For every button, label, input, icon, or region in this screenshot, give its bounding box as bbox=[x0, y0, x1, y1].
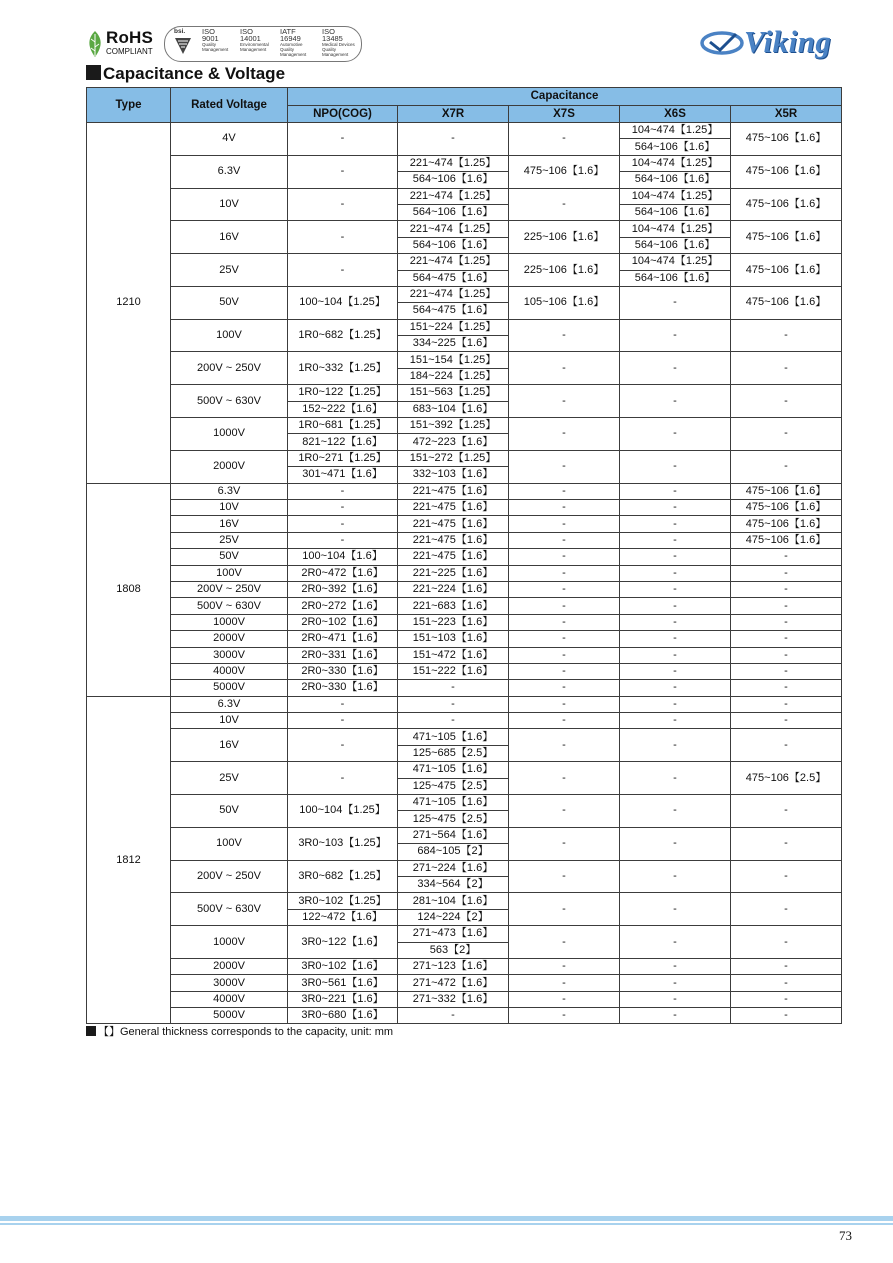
x6s-cell: - bbox=[620, 499, 731, 515]
npo-cell: 1R0~682【1.25】 bbox=[288, 319, 398, 352]
x7s-cell: - bbox=[509, 188, 620, 221]
cert-iatf-16949 bbox=[280, 28, 314, 58]
x7r-cell: 151~472【1.6】 bbox=[398, 647, 509, 663]
voltage-cell: 500V ~ 630V bbox=[171, 893, 288, 926]
x6s-cell: - bbox=[620, 827, 731, 860]
npo-cell: - bbox=[288, 762, 398, 795]
x7r-cell: 221~474【1.25】 bbox=[398, 155, 509, 171]
npo-cell: 1R0~122【1.25】 bbox=[288, 385, 398, 401]
x7r-cell: 471~105【1.6】 bbox=[398, 729, 509, 745]
x6s-cell: - bbox=[620, 696, 731, 712]
cert-caption: Environmental Management bbox=[240, 42, 269, 52]
header-x7r: X7R bbox=[398, 106, 509, 123]
voltage-cell: 2000V bbox=[171, 631, 288, 647]
npo-cell: 2R0~331【1.6】 bbox=[288, 647, 398, 663]
x5r-cell: - bbox=[731, 680, 842, 696]
npo-cell: - bbox=[288, 729, 398, 762]
npo-cell: 301~471【1.6】 bbox=[288, 467, 398, 483]
npo-cell: 2R0~330【1.6】 bbox=[288, 663, 398, 679]
header-npo-cog: NPO(COG) bbox=[288, 106, 398, 123]
x7s-cell: - bbox=[509, 385, 620, 418]
npo-cell: - bbox=[288, 713, 398, 729]
x5r-cell: 475~106【1.6】 bbox=[731, 188, 842, 221]
x7s-cell: - bbox=[509, 696, 620, 712]
npo-cell: - bbox=[288, 155, 398, 188]
x5r-cell: 475~106【1.6】 bbox=[731, 123, 842, 156]
x7s-cell: 475~106【1.6】 bbox=[509, 155, 620, 188]
cert-title: ISO bbox=[240, 27, 253, 36]
voltage-cell: 100V bbox=[171, 319, 288, 352]
x6s-cell: - bbox=[620, 614, 731, 630]
x5r-cell: - bbox=[731, 385, 842, 418]
voltage-cell: 4000V bbox=[171, 991, 288, 1007]
x7r-cell: 221~474【1.25】 bbox=[398, 286, 509, 302]
x6s-cell: - bbox=[620, 352, 731, 385]
x7r-cell: 564~106【1.6】 bbox=[398, 237, 509, 253]
x7s-cell: - bbox=[509, 860, 620, 893]
x7r-cell: - bbox=[398, 680, 509, 696]
x5r-cell: - bbox=[731, 663, 842, 679]
x6s-cell: - bbox=[620, 581, 731, 597]
npo-cell: 100~104【1.6】 bbox=[288, 549, 398, 565]
bsi-shield-icon bbox=[173, 36, 193, 56]
x7r-cell: 334~564【2】 bbox=[398, 876, 509, 892]
voltage-cell: 200V ~ 250V bbox=[171, 860, 288, 893]
voltage-cell: 25V bbox=[171, 762, 288, 795]
x6s-cell: - bbox=[620, 385, 731, 418]
x5r-cell: - bbox=[731, 827, 842, 860]
x5r-cell: - bbox=[731, 565, 842, 581]
x7r-cell: 151~224【1.25】 bbox=[398, 319, 509, 335]
x7r-cell: 563【2】 bbox=[398, 942, 509, 958]
x5r-cell: 475~106【1.6】 bbox=[731, 532, 842, 548]
bsi-badge bbox=[170, 28, 196, 58]
x6s-cell: - bbox=[620, 483, 731, 499]
npo-cell: 1R0~332【1.25】 bbox=[288, 352, 398, 385]
x6s-cell: - bbox=[620, 1008, 731, 1024]
x7s-cell: - bbox=[509, 532, 620, 548]
x7r-cell: 151~103【1.6】 bbox=[398, 631, 509, 647]
x6s-cell: - bbox=[620, 532, 731, 548]
x7r-cell: 151~392【1.25】 bbox=[398, 418, 509, 434]
npo-cell: 122~472【1.6】 bbox=[288, 909, 398, 925]
x5r-cell: - bbox=[731, 598, 842, 614]
x5r-cell: - bbox=[731, 418, 842, 451]
npo-cell: - bbox=[288, 499, 398, 515]
x5r-cell: - bbox=[731, 696, 842, 712]
x7r-cell: 221~474【1.25】 bbox=[398, 254, 509, 270]
voltage-cell: 50V bbox=[171, 795, 288, 828]
x5r-cell: - bbox=[731, 549, 842, 565]
x7s-cell: - bbox=[509, 958, 620, 974]
heading-square-icon bbox=[86, 65, 101, 80]
note-square-icon bbox=[86, 1026, 96, 1036]
x7r-cell: 332~103【1.6】 bbox=[398, 467, 509, 483]
x7r-cell: 472~223【1.6】 bbox=[398, 434, 509, 450]
x7r-cell: 471~105【1.6】 bbox=[398, 762, 509, 778]
x7r-cell: 125~475【2.5】 bbox=[398, 778, 509, 794]
x7s-cell: - bbox=[509, 352, 620, 385]
voltage-cell: 3000V bbox=[171, 647, 288, 663]
x7s-cell: - bbox=[509, 795, 620, 828]
voltage-cell: 4000V bbox=[171, 663, 288, 679]
voltage-cell: 1000V bbox=[171, 418, 288, 451]
x7r-cell: 271~473【1.6】 bbox=[398, 926, 509, 942]
voltage-cell: 1000V bbox=[171, 614, 288, 630]
cert-title: IATF bbox=[280, 27, 296, 36]
voltage-cell: 3000V bbox=[171, 975, 288, 991]
x7s-cell: 225~106【1.6】 bbox=[509, 221, 620, 254]
x5r-cell: 475~106【1.6】 bbox=[731, 499, 842, 515]
x7r-cell: 151~223【1.6】 bbox=[398, 614, 509, 630]
x7r-cell: - bbox=[398, 123, 509, 156]
voltage-cell: 4V bbox=[171, 123, 288, 156]
x6s-cell: - bbox=[620, 450, 731, 483]
x5r-cell: 475~106【1.6】 bbox=[731, 155, 842, 188]
voltage-cell: 50V bbox=[171, 549, 288, 565]
npo-cell: 2R0~330【1.6】 bbox=[288, 680, 398, 696]
voltage-cell: 2000V bbox=[171, 450, 288, 483]
cert-title: ISO bbox=[322, 27, 335, 36]
npo-cell: - bbox=[288, 516, 398, 532]
x6s-cell: - bbox=[620, 286, 731, 319]
x7r-cell: 271~564【1.6】 bbox=[398, 827, 509, 843]
x6s-cell: - bbox=[620, 680, 731, 696]
x7r-cell: 271~123【1.6】 bbox=[398, 958, 509, 974]
x7s-cell: 105~106【1.6】 bbox=[509, 286, 620, 319]
voltage-cell: 1000V bbox=[171, 926, 288, 959]
x5r-cell: 475~106【1.6】 bbox=[731, 516, 842, 532]
voltage-cell: 10V bbox=[171, 713, 288, 729]
x7r-cell: 271~224【1.6】 bbox=[398, 860, 509, 876]
x7s-cell: - bbox=[509, 418, 620, 451]
x7s-cell: - bbox=[509, 598, 620, 614]
cert-iso-9001 bbox=[202, 28, 236, 58]
x5r-cell: 475~106【2.5】 bbox=[731, 762, 842, 795]
npo-cell: 2R0~471【1.6】 bbox=[288, 631, 398, 647]
voltage-cell: 100V bbox=[171, 827, 288, 860]
npo-cell: 2R0~472【1.6】 bbox=[288, 565, 398, 581]
bsi-label: bsi. bbox=[174, 28, 186, 35]
x7r-cell: 151~563【1.25】 bbox=[398, 385, 509, 401]
section-heading bbox=[86, 64, 285, 86]
x5r-cell: - bbox=[731, 352, 842, 385]
x5r-cell: - bbox=[731, 581, 842, 597]
x6s-cell: - bbox=[620, 860, 731, 893]
x5r-cell: - bbox=[731, 614, 842, 630]
x7r-cell: 334~225【1.6】 bbox=[398, 336, 509, 352]
npo-cell: 821~122【1.6】 bbox=[288, 434, 398, 450]
x6s-cell: - bbox=[620, 418, 731, 451]
cert-number: 16949 bbox=[280, 34, 301, 43]
x6s-cell: - bbox=[620, 795, 731, 828]
npo-cell: 3R0~680【1.6】 bbox=[288, 1008, 398, 1024]
voltage-cell: 100V bbox=[171, 565, 288, 581]
voltage-cell: 6.3V bbox=[171, 696, 288, 712]
x7s-cell: - bbox=[509, 499, 620, 515]
cert-title: ISO bbox=[202, 27, 215, 36]
x7s-cell: - bbox=[509, 450, 620, 483]
x7r-cell: 151~222【1.6】 bbox=[398, 663, 509, 679]
x7r-cell: 151~272【1.25】 bbox=[398, 450, 509, 466]
header-rated-voltage: Rated Voltage bbox=[171, 88, 288, 123]
x6s-cell: - bbox=[620, 729, 731, 762]
x5r-cell: - bbox=[731, 319, 842, 352]
voltage-cell: 16V bbox=[171, 516, 288, 532]
x7r-cell: 221~475【1.6】 bbox=[398, 532, 509, 548]
type-cell: 1210 bbox=[87, 123, 171, 484]
voltage-cell: 200V ~ 250V bbox=[171, 581, 288, 597]
x6s-cell: 104~474【1.25】 bbox=[620, 254, 731, 270]
cert-iso-13485 bbox=[322, 28, 356, 58]
header-type: Type bbox=[87, 88, 171, 123]
x7s-cell: - bbox=[509, 581, 620, 597]
x7s-cell: - bbox=[509, 680, 620, 696]
x7r-cell: 281~104【1.6】 bbox=[398, 893, 509, 909]
cert-number: 14001 bbox=[240, 34, 261, 43]
header-x5r: X5R bbox=[731, 106, 842, 123]
x6s-cell: - bbox=[620, 598, 731, 614]
x6s-cell: 104~474【1.25】 bbox=[620, 221, 731, 237]
x7r-cell: 125~475【2.5】 bbox=[398, 811, 509, 827]
x7s-cell: - bbox=[509, 762, 620, 795]
x5r-cell: - bbox=[731, 926, 842, 959]
x5r-cell: - bbox=[731, 713, 842, 729]
x6s-cell: - bbox=[620, 319, 731, 352]
x5r-cell: 475~106【1.6】 bbox=[731, 286, 842, 319]
x6s-cell: 104~474【1.25】 bbox=[620, 123, 731, 139]
voltage-cell: 16V bbox=[171, 729, 288, 762]
cert-number: 13485 bbox=[322, 34, 343, 43]
x7r-cell: 564~475【1.6】 bbox=[398, 303, 509, 319]
npo-cell: 2R0~392【1.6】 bbox=[288, 581, 398, 597]
x6s-cell: 564~106【1.6】 bbox=[620, 204, 731, 220]
x7s-cell: - bbox=[509, 827, 620, 860]
cert-iso-14001 bbox=[240, 28, 274, 58]
x7s-cell: - bbox=[509, 631, 620, 647]
voltage-cell: 5000V bbox=[171, 680, 288, 696]
cert-caption: Medical Devices Quality Management bbox=[322, 42, 355, 57]
x6s-cell: - bbox=[620, 991, 731, 1007]
npo-cell: 3R0~682【1.25】 bbox=[288, 860, 398, 893]
x7r-cell: - bbox=[398, 713, 509, 729]
x7s-cell: - bbox=[509, 975, 620, 991]
x7s-cell: - bbox=[509, 565, 620, 581]
x5r-cell: - bbox=[731, 860, 842, 893]
x7r-cell: 221~475【1.6】 bbox=[398, 483, 509, 499]
capacitance-voltage-table bbox=[86, 87, 842, 1024]
x6s-cell: 564~106【1.6】 bbox=[620, 172, 731, 188]
npo-cell: 3R0~102【1.25】 bbox=[288, 893, 398, 909]
voltage-cell: 50V bbox=[171, 286, 288, 319]
footer-bar-thin bbox=[0, 1223, 893, 1225]
x7r-cell: - bbox=[398, 1008, 509, 1024]
x5r-cell: 475~106【1.6】 bbox=[731, 221, 842, 254]
npo-cell: - bbox=[288, 254, 398, 287]
x7r-cell: 683~104【1.6】 bbox=[398, 401, 509, 417]
note-text: 【】General thickness corresponds to the capacity, unit: mm bbox=[98, 1026, 394, 1038]
x7r-cell: 471~105【1.6】 bbox=[398, 795, 509, 811]
voltage-cell: 25V bbox=[171, 532, 288, 548]
x6s-cell: - bbox=[620, 631, 731, 647]
viking-logo bbox=[700, 24, 850, 62]
x7r-cell: 271~472【1.6】 bbox=[398, 975, 509, 991]
x7r-cell: 125~685【2.5】 bbox=[398, 745, 509, 761]
x5r-cell: - bbox=[731, 631, 842, 647]
cert-number: 9001 bbox=[202, 34, 219, 43]
x5r-cell: - bbox=[731, 893, 842, 926]
npo-cell: 1R0~271【1.25】 bbox=[288, 450, 398, 466]
header-x6s: X6S bbox=[620, 106, 731, 123]
voltage-cell: 16V bbox=[171, 221, 288, 254]
x6s-cell: - bbox=[620, 926, 731, 959]
cert-caption: Automotive Quality Management bbox=[280, 42, 307, 57]
header-x7s: X7S bbox=[509, 106, 620, 123]
x7s-cell: - bbox=[509, 647, 620, 663]
x7s-cell: - bbox=[509, 614, 620, 630]
x5r-cell: - bbox=[731, 958, 842, 974]
voltage-cell: 5000V bbox=[171, 1008, 288, 1024]
voltage-cell: 25V bbox=[171, 254, 288, 287]
npo-cell: 3R0~561【1.6】 bbox=[288, 975, 398, 991]
x6s-cell: 104~474【1.25】 bbox=[620, 155, 731, 171]
x6s-cell: - bbox=[620, 893, 731, 926]
x5r-cell: 475~106【1.6】 bbox=[731, 254, 842, 287]
npo-cell: 100~104【1.25】 bbox=[288, 286, 398, 319]
npo-cell: - bbox=[288, 483, 398, 499]
x6s-cell: - bbox=[620, 647, 731, 663]
rohs-title: RoHS bbox=[106, 28, 154, 47]
x5r-cell: - bbox=[731, 1008, 842, 1024]
x7s-cell: - bbox=[509, 663, 620, 679]
x7r-cell: 564~106【1.6】 bbox=[398, 172, 509, 188]
x7r-cell: 221~475【1.6】 bbox=[398, 499, 509, 515]
npo-cell: 2R0~272【1.6】 bbox=[288, 598, 398, 614]
x6s-cell: 564~106【1.6】 bbox=[620, 139, 731, 155]
npo-cell: - bbox=[288, 696, 398, 712]
x6s-cell: - bbox=[620, 958, 731, 974]
x7r-cell: 684~105【2】 bbox=[398, 844, 509, 860]
rohs-subtitle: COMPLIANT bbox=[106, 47, 153, 56]
cert-caption: Quality Management bbox=[202, 42, 229, 52]
rohs-badge bbox=[86, 28, 158, 60]
x7s-cell: - bbox=[509, 483, 620, 499]
x7r-cell: 221~224【1.6】 bbox=[398, 581, 509, 597]
voltage-cell: 500V ~ 630V bbox=[171, 598, 288, 614]
voltage-cell: 2000V bbox=[171, 958, 288, 974]
npo-cell: - bbox=[288, 123, 398, 156]
x7r-cell: 221~474【1.25】 bbox=[398, 188, 509, 204]
npo-cell: 3R0~221【1.6】 bbox=[288, 991, 398, 1007]
x6s-cell: 564~106【1.6】 bbox=[620, 237, 731, 253]
section-title: Capacitance & Voltage bbox=[103, 64, 286, 83]
npo-cell: 3R0~122【1.6】 bbox=[288, 926, 398, 959]
voltage-cell: 10V bbox=[171, 188, 288, 221]
npo-cell: 100~104【1.25】 bbox=[288, 795, 398, 828]
x7s-cell: - bbox=[509, 713, 620, 729]
x7s-cell: - bbox=[509, 729, 620, 762]
x6s-cell: 564~106【1.6】 bbox=[620, 270, 731, 286]
brand-name: Viking bbox=[744, 24, 832, 59]
voltage-cell: 200V ~ 250V bbox=[171, 352, 288, 385]
x7r-cell: 564~106【1.6】 bbox=[398, 204, 509, 220]
x7s-cell: - bbox=[509, 516, 620, 532]
x7s-cell: - bbox=[509, 991, 620, 1007]
x5r-cell: 475~106【1.6】 bbox=[731, 483, 842, 499]
x5r-cell: - bbox=[731, 450, 842, 483]
npo-cell: - bbox=[288, 532, 398, 548]
footer-rule bbox=[0, 1216, 893, 1228]
x7r-cell: 271~332【1.6】 bbox=[398, 991, 509, 1007]
certification-badges bbox=[164, 26, 360, 62]
x6s-cell: - bbox=[620, 565, 731, 581]
x5r-cell: - bbox=[731, 975, 842, 991]
page-number: 73 bbox=[839, 1228, 852, 1243]
x6s-cell: - bbox=[620, 762, 731, 795]
x7r-cell: 221~474【1.25】 bbox=[398, 221, 509, 237]
x7r-cell: 221~475【1.6】 bbox=[398, 549, 509, 565]
npo-cell: - bbox=[288, 188, 398, 221]
x7s-cell: 225~106【1.6】 bbox=[509, 254, 620, 287]
voltage-cell: 500V ~ 630V bbox=[171, 385, 288, 418]
x7s-cell: - bbox=[509, 1008, 620, 1024]
x6s-cell: - bbox=[620, 549, 731, 565]
x5r-cell: - bbox=[731, 795, 842, 828]
thickness-note bbox=[86, 1023, 393, 1039]
x6s-cell: - bbox=[620, 516, 731, 532]
x7s-cell: - bbox=[509, 123, 620, 156]
x5r-cell: - bbox=[731, 647, 842, 663]
type-cell: 1812 bbox=[87, 696, 171, 1024]
npo-cell: 3R0~102【1.6】 bbox=[288, 958, 398, 974]
x6s-cell: - bbox=[620, 713, 731, 729]
x7r-cell: 124~224【2】 bbox=[398, 909, 509, 925]
npo-cell: - bbox=[288, 221, 398, 254]
x7s-cell: - bbox=[509, 319, 620, 352]
x5r-cell: - bbox=[731, 729, 842, 762]
x6s-cell: - bbox=[620, 663, 731, 679]
npo-cell: 3R0~103【1.25】 bbox=[288, 827, 398, 860]
voltage-cell: 6.3V bbox=[171, 155, 288, 188]
x6s-cell: 104~474【1.25】 bbox=[620, 188, 731, 204]
npo-cell: 2R0~102【1.6】 bbox=[288, 614, 398, 630]
x7s-cell: - bbox=[509, 893, 620, 926]
x7r-cell: 564~475【1.6】 bbox=[398, 270, 509, 286]
viking-swirl-icon bbox=[700, 28, 748, 56]
npo-cell: 1R0~681【1.25】 bbox=[288, 418, 398, 434]
x7r-cell: 221~225【1.6】 bbox=[398, 565, 509, 581]
type-cell: 1808 bbox=[87, 483, 171, 696]
header-capacitance: Capacitance bbox=[288, 88, 842, 106]
x7s-cell: - bbox=[509, 549, 620, 565]
npo-cell: 152~222【1.6】 bbox=[288, 401, 398, 417]
rohs-leaf-icon bbox=[86, 30, 104, 58]
x6s-cell: - bbox=[620, 975, 731, 991]
x5r-cell: - bbox=[731, 991, 842, 1007]
x7s-cell: - bbox=[509, 926, 620, 959]
x7r-cell: 184~224【1.25】 bbox=[398, 368, 509, 384]
x7r-cell: 221~475【1.6】 bbox=[398, 516, 509, 532]
footer-bar-thick bbox=[0, 1216, 893, 1221]
x7r-cell: 221~683【1.6】 bbox=[398, 598, 509, 614]
x7r-cell: 151~154【1.25】 bbox=[398, 352, 509, 368]
voltage-cell: 6.3V bbox=[171, 483, 288, 499]
voltage-cell: 10V bbox=[171, 499, 288, 515]
x7r-cell: - bbox=[398, 696, 509, 712]
